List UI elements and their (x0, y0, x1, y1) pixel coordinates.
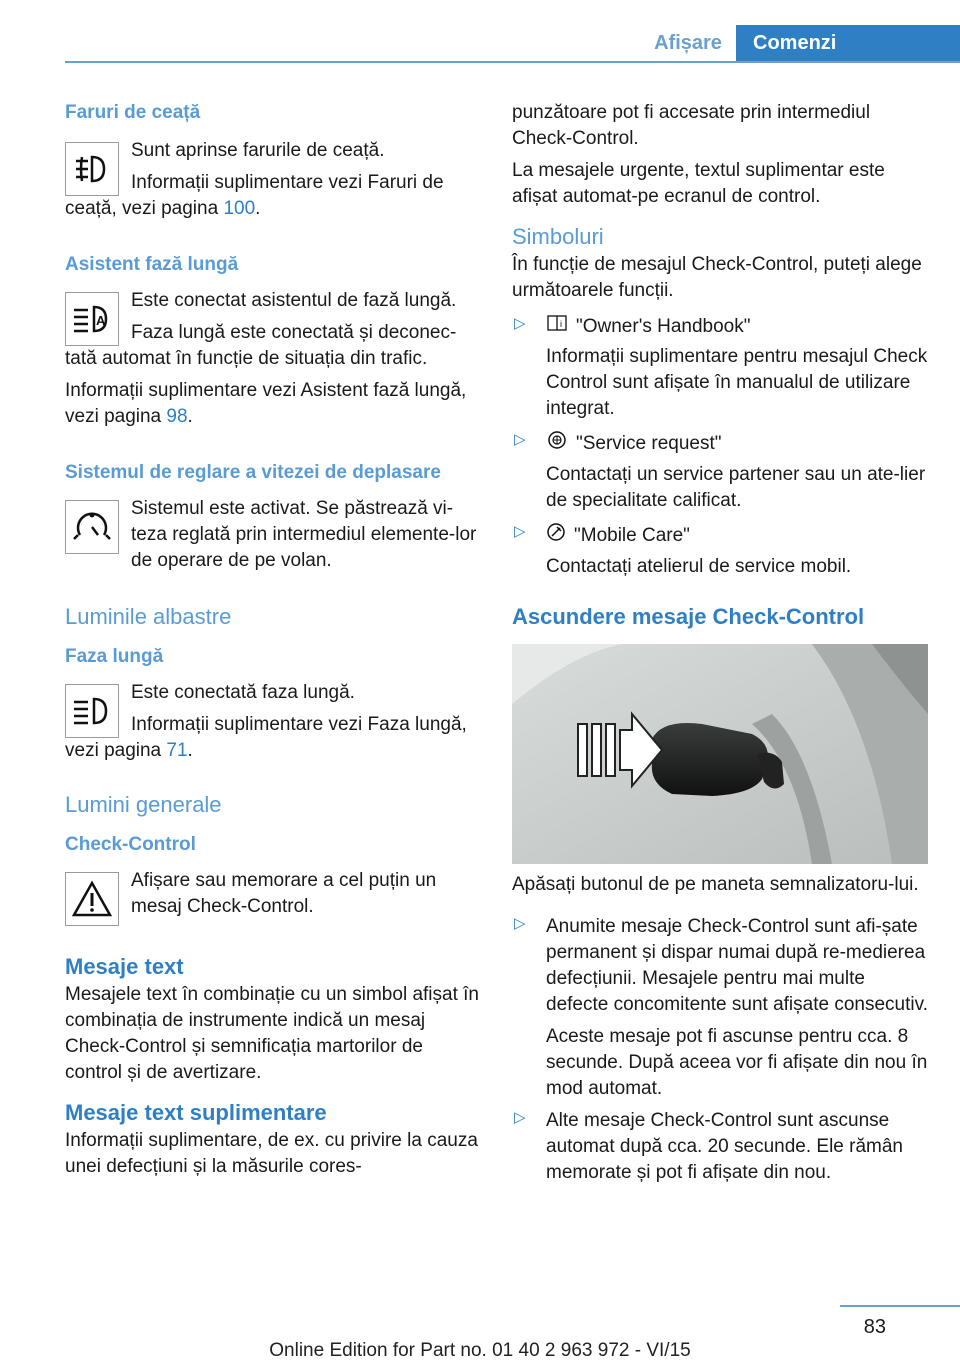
assist-page-link[interactable]: 98 (166, 406, 188, 427)
list-item-service (512, 430, 932, 514)
warning-triangle-icon (65, 872, 119, 926)
cruise-title: Sistemul de reglare a vitezei de deplasare (65, 462, 441, 483)
right-column (512, 100, 932, 1186)
handbook-text: Informații suplimentare pentru mesajul Check Control sunt afișate în manualul de utilizare integrat. (546, 346, 928, 420)
cruise-control-icon (65, 500, 119, 554)
service-label[interactable]: "Service request" (576, 433, 722, 455)
hide-messages-title: Ascundere mesaje Check-Control (512, 604, 865, 630)
footer-rule (840, 1305, 960, 1307)
assist-text-3: Informații suplimentare vezi Asistent fază lungă, vezi pagina 98. (65, 380, 467, 427)
text-messages-title: Mesaje text (65, 954, 184, 979)
general-lights-title: Lumini generale (65, 792, 222, 817)
left-column (65, 100, 483, 1180)
assist-text-1: Este conectat asistentul de fază lungă. (131, 290, 457, 311)
turn-signal-lever-photo (512, 644, 928, 864)
fog-page-link[interactable]: 100 (223, 198, 256, 219)
bullet-marker: ▷ (514, 1109, 526, 1127)
photo-caption: Apăsați butonul de pe maneta semnalizatoru-lui. (512, 874, 919, 896)
fog-light-icon (65, 142, 119, 196)
extra-messages-title: Mesaje text suplimentare (65, 1100, 327, 1125)
list-item-mobile-care (512, 522, 932, 580)
bullet-marker: ▷ (514, 523, 526, 541)
assist-text-2: Faza lungă este conectată și deconec-tată automat în funcție de situația din trafic. (65, 322, 457, 369)
mobile-care-icon (546, 522, 566, 550)
bullet-marker: ▷ (514, 315, 526, 332)
high-beam-text-1: Este conectată faza lungă. (131, 682, 355, 703)
urgent-text: La mesajele urgente, textul suplimentar este afișat automat-pe ecranul de control. (512, 160, 885, 207)
handbook-label[interactable]: "Owner's Handbook" (576, 316, 751, 338)
permanent-text: Anumite mesaje Check-Control sunt afi-șate permanent și dispar numai după re-medierea defecțiunii. Mesajele pentru mai multe defecte concomitente sunt afișate consecutiv. (546, 916, 928, 1016)
bmw-service-icon (546, 430, 568, 458)
header-tab-controls[interactable]: Comenzi (736, 25, 960, 63)
auto-hidden-text: Alte mesaje Check-Control sunt ascunse automat după cca. 20 secunde. Ele rămân memorate și pot fi afișate din nou. (546, 1110, 904, 1184)
permanent-text-2: Aceste mesaje pot fi ascunse pentru cca. 8 secunde. După aceea vor fi afișate din nou în mod automat. (546, 1026, 928, 1100)
fog-text-1: Sunt aprinse farurile de ceață. (131, 140, 385, 161)
assist-title: Asistent fază lungă (65, 254, 239, 275)
text-messages-body: Mesajele text în combinație cu un simbol afișat în combinația de instrumente indică un mesaj Check-Control și semnificația martorilor de control și de avertizare. (65, 984, 479, 1083)
service-text: Contactați un service partener sau un ate-lier de specialitate calificat. (546, 464, 926, 512)
symbols-text: În funcție de mesajul Check-Control, puteți alege următoarele funcții. (512, 254, 922, 301)
cruise-text-1: Sistemul este activat. Se păstrează vi-teza reglată prin intermediul elemente-lor de operare de pe volan. (131, 498, 477, 571)
list-item-permanent (512, 914, 932, 1102)
check-control-text: Afișare sau memorare a cel puțin un mesaj Check-Control. (131, 870, 437, 917)
mobile-care-text: Contactați atelierul de service mobil. (546, 556, 852, 578)
list-item-auto-hidden (512, 1108, 932, 1186)
symbols-title: Simboluri (512, 224, 604, 249)
fog-text-2: Informații suplimentare vezi Faruri de ceață, vezi pagina 100. (65, 172, 444, 219)
bullet-marker: ▷ (514, 915, 526, 933)
handbook-icon (546, 314, 568, 340)
high-beam-page-link[interactable]: 71 (166, 740, 188, 761)
header-tab-display[interactable]: Afișare (654, 32, 722, 54)
high-beam-assist-icon (65, 292, 119, 346)
high-beam-text-2: Informații suplimentare vezi Faza lungă, vezi pagina 71. (65, 714, 467, 761)
blue-lights-title: Luminile albastre (65, 604, 232, 629)
extra-messages-body: Informații suplimentare, de ex. cu privire la cauza unei defecțiuni și la măsurile cores- (65, 1130, 478, 1177)
check-control-title: Check-Control (65, 834, 196, 855)
high-beam-title: Faza lungă (65, 646, 164, 667)
svg-text:A: A (96, 313, 106, 328)
bullet-marker: ▷ (514, 431, 526, 449)
high-beam-icon (65, 684, 119, 738)
fog-title: Faruri de ceață (65, 102, 201, 123)
mobile-care-label[interactable]: "Mobile Care" (574, 525, 690, 547)
footer-edition: Online Edition for Part no. 01 40 2 963 972 - VI/15 (269, 1340, 691, 1361)
list-item-handbook (512, 314, 932, 422)
svg-text:i: i (560, 319, 562, 329)
continued-text: punzătoare pot fi accesate prin intermediul Check-Control. (512, 102, 871, 149)
page-number: 83 (863, 1316, 886, 1338)
header-rule (65, 61, 960, 63)
